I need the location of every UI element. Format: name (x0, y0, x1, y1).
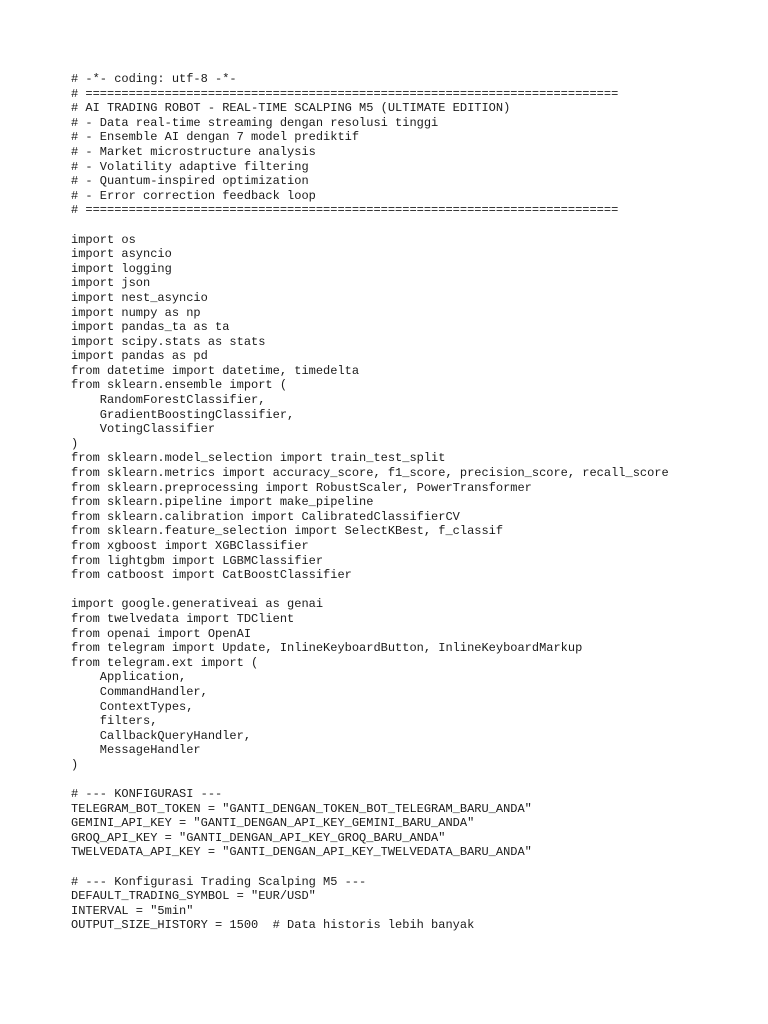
code-line: ContextTypes, (71, 699, 194, 714)
code-line: import numpy as np (71, 305, 201, 320)
code-line: CallbackQueryHandler, (71, 728, 252, 743)
code-line: # - Error correction feedback loop (71, 188, 316, 203)
code-line: from xgboost import XGBClassifier (71, 539, 309, 553)
code-line: from sklearn.model_selection import train_test_split (71, 451, 446, 466)
code-line: INTERVAL = "5min" (71, 903, 194, 918)
code-line: filters, (71, 714, 158, 729)
code-line: from twelvedata import TDClient (71, 611, 295, 626)
code-line: MessageHandler (71, 743, 201, 758)
code-line: GEMINI_API_KEY = "GANTI_DENGAN_API_KEY_GEMINI_BARU_ANDA" (71, 816, 475, 831)
code-line: # - Market microstructure analysis (71, 144, 316, 159)
code-line: RandomForestClassifier, (71, 393, 266, 408)
code-line: TWELVEDATA_API_KEY = "GANTI_DENGAN_API_KEY_TWELVEDATA_BARU_ANDA" (71, 845, 532, 860)
code-line: from sklearn.ensemble import ( (71, 378, 288, 393)
code-line: from sklearn.calibration import CalibratedClassifierCV (71, 509, 460, 524)
code-line: import pandas as pd (71, 349, 208, 364)
code-line: import google.generativeai as genai (71, 597, 324, 612)
code-line: from datetime import datetime, timedelta (71, 363, 360, 378)
code-line: from catboost import CatBoostClassifier (71, 568, 352, 583)
code-line: # - Ensemble AI dengan 7 model prediktif (71, 130, 360, 145)
code-line: from openai import OpenAI (71, 626, 252, 641)
code-line: VotingClassifier (71, 422, 216, 437)
code-line (71, 773, 669, 788)
code-line: from telegram import Update, InlineKeyboardButton, InlineKeyboardMarkup (71, 641, 583, 656)
code-line: # ========================================================================== (71, 86, 619, 101)
code-line: from sklearn.metrics import accuracy_score, f1_score, precision_score, recall_score (71, 466, 669, 481)
code-line: # ========================================================================== (71, 203, 619, 218)
code-line: # -*- coding: utf-8 -*- (71, 72, 237, 86)
code-line: # - Volatility adaptive filtering (71, 159, 309, 174)
code-line: import os (71, 232, 136, 247)
code-line: from sklearn.pipeline import make_pipeline (71, 495, 374, 510)
code-line: GradientBoostingClassifier, (71, 407, 295, 422)
code-line: # - Quantum-inspired optimization (71, 174, 309, 189)
code-line: DEFAULT_TRADING_SYMBOL = "EUR/USD" (71, 889, 316, 904)
code-line: import pandas_ta as ta (71, 320, 230, 335)
code-line (71, 218, 669, 233)
code-line: import scipy.stats as stats (71, 334, 266, 349)
code-line: ) (71, 436, 79, 451)
code-line: import nest_asyncio (71, 290, 208, 305)
code-line (71, 583, 669, 598)
code-line: # - Data real-time streaming dengan resolusi tinggi (71, 115, 439, 130)
code-line: import json (71, 276, 151, 291)
code-line: CommandHandler, (71, 684, 208, 699)
code-line: from sklearn.feature_selection import SelectKBest, f_classif (71, 524, 504, 539)
code-line: ) (71, 757, 79, 772)
code-line: import logging (71, 261, 172, 276)
code-line: TELEGRAM_BOT_TOKEN = "GANTI_DENGAN_TOKEN_BOT_TELEGRAM_BARU_ANDA" (71, 801, 532, 816)
code-line: from sklearn.preprocessing import RobustScaler, PowerTransformer (71, 480, 532, 495)
code-line: from lightgbm import LGBMClassifier (71, 553, 324, 568)
code-line: import asyncio (71, 247, 172, 262)
code-line: # --- KONFIGURASI --- (71, 787, 223, 802)
code-block (71, 72, 669, 933)
code-line: Application, (71, 670, 187, 685)
code-line (71, 860, 669, 875)
code-line: from telegram.ext import ( (71, 655, 259, 670)
code-line: # AI TRADING ROBOT - REAL-TIME SCALPING M5 (ULTIMATE EDITION) (71, 101, 511, 116)
code-line: GROQ_API_KEY = "GANTI_DENGAN_API_KEY_GROQ_BARU_ANDA" (71, 830, 446, 845)
code-line: OUTPUT_SIZE_HISTORY = 1500 # Data historis lebih banyak (71, 918, 475, 933)
code-line: # --- Konfigurasi Trading Scalping M5 --- (71, 874, 367, 889)
